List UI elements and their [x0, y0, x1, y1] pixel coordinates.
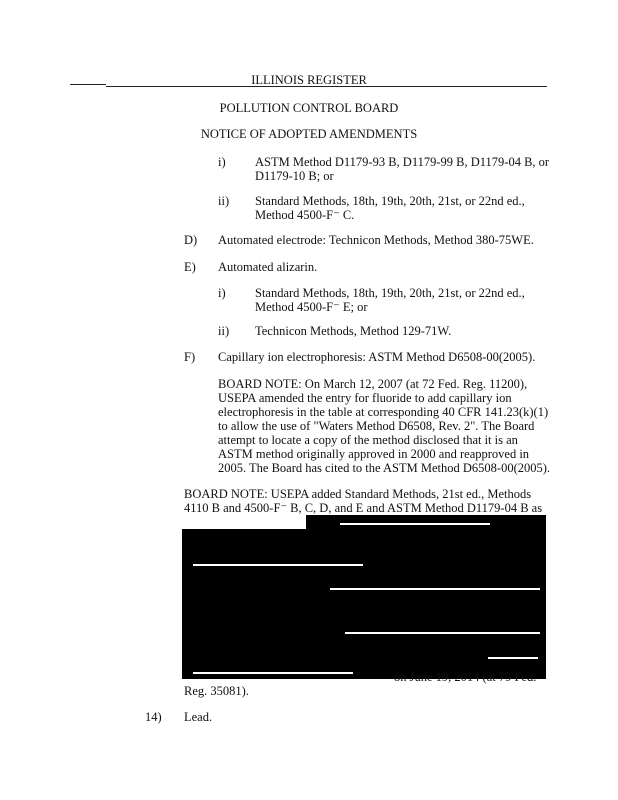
note1-line: to allow the use of "Waters Method D6508, Rev. 2". The Board [218, 419, 535, 433]
note1-line: BOARD NOTE: On March 12, 2007 (at 72 Fed. Reg. 11200), [218, 377, 528, 391]
redaction-artifact [193, 672, 353, 674]
redaction-artifact [193, 564, 363, 566]
note1-line: electrophoresis in the table at corresponding 40 CFR 141.23(k)(1) [218, 405, 549, 419]
item-d-marker: D) [184, 233, 198, 247]
item-e-text: Automated alizarin. [218, 260, 318, 274]
board-name: POLLUTION CONTROL BOARD [219, 101, 399, 115]
item-c-i-line1: ASTM Method D1179-93 B, D1179-99 B, D1179-04 B, or [255, 155, 550, 169]
board-note-2-line1: BOARD NOTE: USEPA added Standard Methods, 21st ed., Methods [184, 487, 532, 501]
note1-line: 2005. The Board has cited to the ASTM Method D6508-00(2005). [218, 461, 551, 475]
note1-line: ASTM method originally approved in 2000 and reapproved in [218, 447, 530, 461]
board-note-2-line2: 4110 B and 4500-F⁻ B, C, D, and E and ASTM Method D1179-04 B as [184, 501, 543, 515]
note1-line: USEPA amended the entry for fluoride to add capillary ion [218, 391, 512, 405]
register-title: ILLINOIS REGISTER [251, 73, 367, 87]
section-14-number: 14) [145, 710, 162, 724]
board-note-2-last: Reg. 35081). [184, 684, 249, 698]
redaction-artifact [330, 588, 540, 590]
board-note-2-tail: on June 19, 2014 (at 79 Fed. [394, 670, 537, 684]
item-e-ii-text: Technicon Methods, Method 129-71W. [255, 324, 452, 338]
note1-line: attempt to locate a copy of the method disclosed that it is an [218, 433, 518, 447]
redaction-artifact [345, 632, 540, 634]
item-c-i-line2: D1179-10 B; or [255, 169, 334, 183]
item-c-ii-marker: ii) [218, 194, 230, 208]
item-d-text: Automated electrode: Technicon Methods, Method 380-75WE. [218, 233, 534, 247]
item-f-marker: F) [184, 350, 196, 364]
item-e-i-line2: Method 4500-F⁻ E; or [255, 300, 368, 314]
item-e-i-line1: Standard Methods, 18th, 19th, 20th, 21st, or 22nd ed., [255, 286, 525, 300]
redaction-artifact [488, 657, 538, 659]
item-c-ii-line2: Method 4500-F⁻ C. [255, 208, 355, 222]
item-e-marker: E) [184, 260, 196, 274]
item-e-i-marker: i) [218, 286, 226, 300]
item-c-ii-line1: Standard Methods, 18th, 19th, 20th, 21st, or 22nd ed., [255, 194, 525, 208]
redaction-artifact [340, 523, 490, 525]
board-note-1 [218, 377, 553, 475]
item-f-text: Capillary ion electrophoresis: ASTM Method D6508-00(2005). [218, 350, 536, 364]
item-c-i-marker: i) [218, 155, 226, 169]
section-14-title: Lead. [184, 710, 213, 724]
notice-title: NOTICE OF ADOPTED AMENDMENTS [200, 127, 418, 141]
item-e-ii-marker: ii) [218, 324, 230, 338]
